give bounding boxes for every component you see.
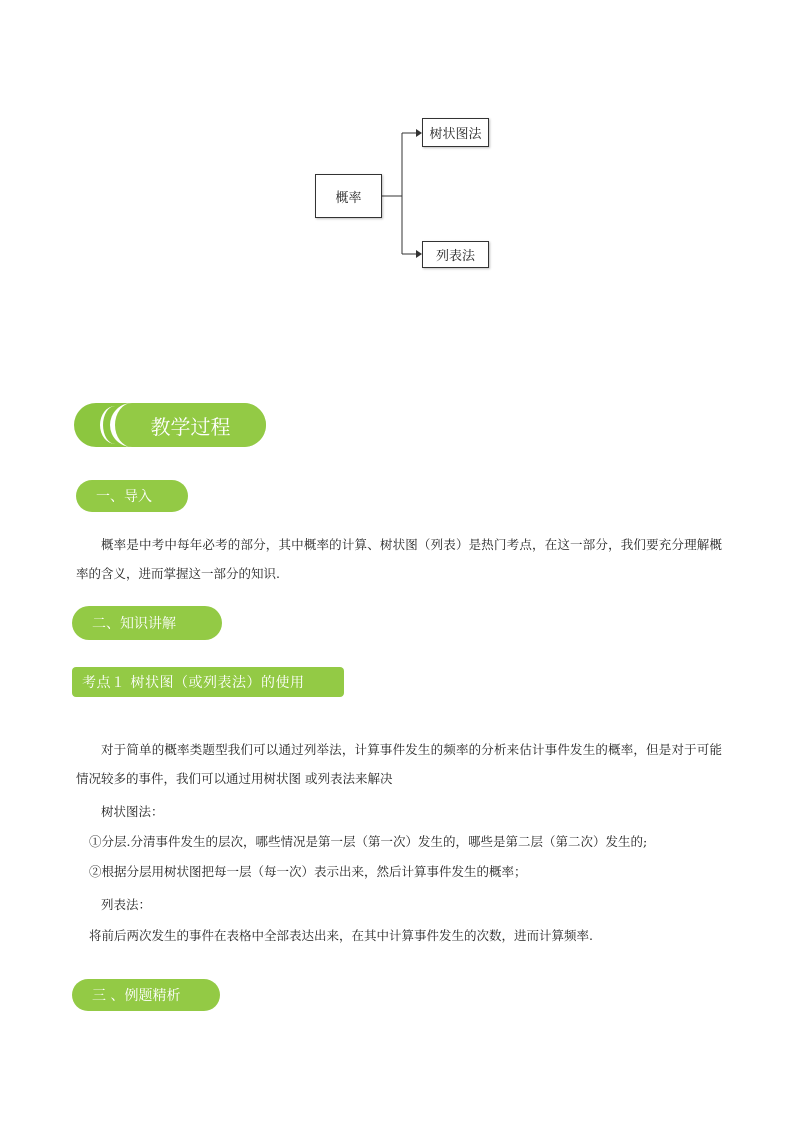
tree-method-label: 树状图法： — [101, 804, 164, 819]
section-banner-title: 教学过程 — [110, 403, 266, 447]
mindmap-branch-table: 列表法 — [422, 241, 489, 268]
table-method-description: 将前后两次发生的事件在表格中全部表达出来，在其中计算事件发生的次数，进而计算频率. — [89, 928, 593, 943]
intro-paragraph: 概率是中考中每年必考的部分，其中概率的计算、树状图（列表）是热门考点，在这一部分，我们要充分理解概率的含义，进而掌握这一部分的知识. — [76, 537, 722, 581]
tree-step-1: ①分层.分清事件发生的层次，哪些情况是第一层（第一次）发生的，哪些是第二层（第二次）发生的; — [89, 834, 648, 849]
knowledge-paragraph: 对于简单的概率类题型我们可以通过列举法，计算事件发生的频率的分析来估计事件发生的概率，但是对于可能情况较多的事件，我们可以通过用树状图 或列表法来解决 — [76, 742, 722, 786]
mindmap-branch-tree: 树状图法 — [422, 118, 489, 147]
section-banner — [74, 403, 266, 447]
heading-knowledge: 二、知识讲解 — [72, 606, 222, 640]
table-method-label: 列表法： — [101, 897, 152, 912]
mindmap-connectors — [0, 0, 794, 300]
mindmap-root: 概率 — [315, 174, 382, 218]
heading-intro: 一、导入 — [76, 480, 188, 512]
key-point-label: 考点１ 树状图（或列表法）的使用 — [72, 667, 344, 697]
heading-examples: 三 、例题精析 — [72, 979, 220, 1011]
tree-step-2: ②根据分层用树状图把每一层（每一次）表示出来，然后计算事件发生的概率； — [89, 864, 527, 879]
